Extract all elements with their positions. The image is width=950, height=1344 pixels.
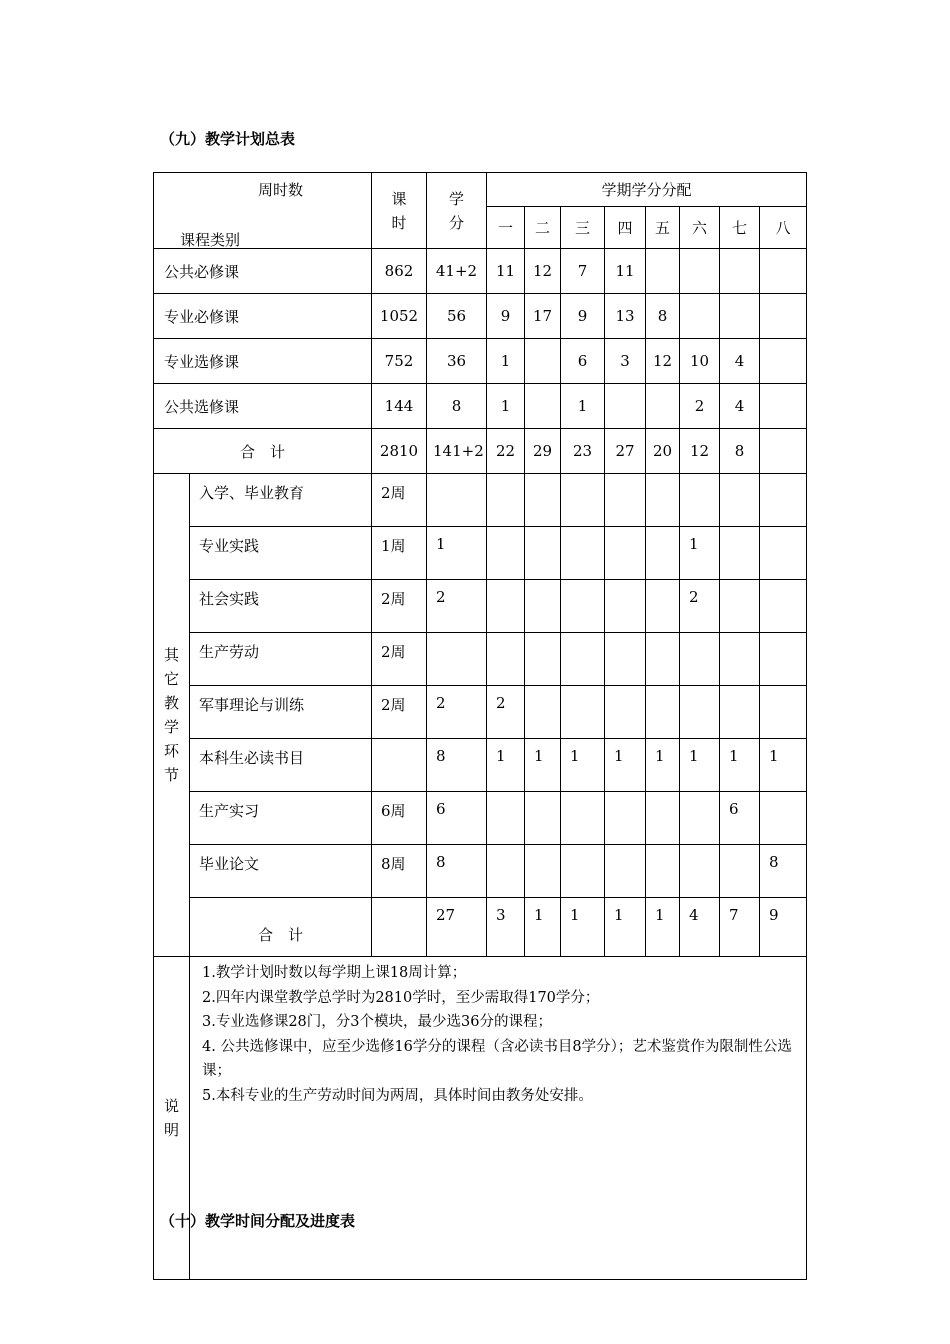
semester-credit-8 bbox=[760, 384, 807, 429]
semester-credit-8 bbox=[760, 792, 807, 845]
semester-credit-2 bbox=[525, 527, 561, 580]
credits-value: 6 bbox=[427, 792, 487, 845]
section-heading-time-allocation: （十）教学时间分配及进度表 bbox=[160, 1212, 356, 1230]
label-char: 环 bbox=[163, 742, 179, 760]
semester-credit-4: 27 bbox=[605, 429, 646, 474]
total-label: 合 计 bbox=[190, 898, 372, 957]
other-row bbox=[154, 739, 807, 792]
semester-credit-4 bbox=[605, 384, 646, 429]
note-item: 4. 公共选修课中，应至少选修16学分的课程（含必读书目8学分）；艺术鉴赏作为限制性公选课； bbox=[202, 1038, 792, 1079]
semester-credit-7: 7 bbox=[720, 898, 760, 957]
label-char: 它 bbox=[163, 670, 179, 688]
semester-credit-7: 1 bbox=[720, 739, 760, 792]
label-char: 其 bbox=[163, 646, 179, 664]
semester-credit-4 bbox=[605, 845, 646, 898]
semester-credit-6 bbox=[680, 633, 720, 686]
semester-credit-6 bbox=[680, 294, 720, 339]
semester-credit-4: 1 bbox=[605, 898, 646, 957]
course-row bbox=[154, 249, 807, 294]
weeks-value: 2周 bbox=[372, 474, 427, 527]
semester-credit-4 bbox=[605, 580, 646, 633]
semester-credit-8 bbox=[760, 686, 807, 739]
semester-credit-7 bbox=[720, 294, 760, 339]
label-char: 学 bbox=[163, 718, 179, 736]
semester-credit-6: 2 bbox=[680, 384, 720, 429]
weeks-value: 2周 bbox=[372, 686, 427, 739]
semester-credit-3 bbox=[561, 633, 605, 686]
header-char: 课 bbox=[391, 189, 407, 208]
semester-credit-1: 9 bbox=[487, 294, 525, 339]
semester-credit-1: 1 bbox=[487, 384, 525, 429]
header-semester-distribution: 学期学分分配 bbox=[487, 173, 807, 207]
header-class-hours bbox=[372, 173, 427, 249]
credits-value: 56 bbox=[427, 294, 487, 339]
semester-credit-7: 4 bbox=[720, 339, 760, 384]
semester-credit-3: 1 bbox=[561, 384, 605, 429]
other-row bbox=[154, 792, 807, 845]
semester-credit-5 bbox=[646, 845, 680, 898]
other-section-label bbox=[154, 474, 190, 957]
weeks-value: 2周 bbox=[372, 633, 427, 686]
semester-credit-2: 29 bbox=[525, 429, 561, 474]
header-char: 时 bbox=[391, 213, 407, 232]
semester-credit-3 bbox=[561, 527, 605, 580]
semester-credit-4 bbox=[605, 633, 646, 686]
class-hours-value: 144 bbox=[372, 384, 427, 429]
weeks-value: 6周 bbox=[372, 792, 427, 845]
header-char: 分 bbox=[448, 213, 464, 232]
semester-credit-2 bbox=[525, 474, 561, 527]
other-item-name: 入学、毕业教育 bbox=[190, 474, 372, 527]
note-item: 3.专业选修课28门，分3个模块，最少选36分的课程； bbox=[202, 1014, 552, 1030]
semester-credit-2 bbox=[525, 845, 561, 898]
credits-value: 8 bbox=[427, 739, 487, 792]
semester-credit-3 bbox=[561, 474, 605, 527]
semester-credit-2 bbox=[525, 633, 561, 686]
semester-credit-4 bbox=[605, 792, 646, 845]
section-heading-plan-summary: （九）教学计划总表 bbox=[160, 130, 296, 148]
semester-credit-3: 23 bbox=[561, 429, 605, 474]
other-row bbox=[154, 633, 807, 686]
other-item-name: 社会实践 bbox=[190, 580, 372, 633]
semester-credit-2 bbox=[525, 686, 561, 739]
semester-credit-6: 1 bbox=[680, 739, 720, 792]
semester-credit-1: 1 bbox=[487, 739, 525, 792]
header-hours-per-week: 周时数 bbox=[258, 181, 304, 199]
semester-credit-4 bbox=[605, 527, 646, 580]
credits-value: 27 bbox=[427, 898, 487, 957]
class-hours-value: 1052 bbox=[372, 294, 427, 339]
semester-credit-5: 1 bbox=[646, 898, 680, 957]
semester-credit-2: 1 bbox=[525, 739, 561, 792]
semester-credit-6 bbox=[680, 845, 720, 898]
notes-label bbox=[154, 957, 190, 1280]
semester-credit-8 bbox=[760, 474, 807, 527]
course-row bbox=[154, 294, 807, 339]
semester-credit-5: 1 bbox=[646, 739, 680, 792]
semester-credit-2 bbox=[525, 580, 561, 633]
semester-credit-7: 4 bbox=[720, 384, 760, 429]
other-item-name: 生产劳动 bbox=[190, 633, 372, 686]
other-row bbox=[154, 527, 807, 580]
semester-credit-3 bbox=[561, 792, 605, 845]
semester-credit-6 bbox=[680, 474, 720, 527]
semester-credit-8: 9 bbox=[760, 898, 807, 957]
semester-credit-1 bbox=[487, 527, 525, 580]
semester-credit-5 bbox=[646, 474, 680, 527]
semester-credit-8 bbox=[760, 339, 807, 384]
semester-credit-1: 3 bbox=[487, 898, 525, 957]
course-category-name: 专业选修课 bbox=[154, 339, 372, 384]
weeks-value: 2周 bbox=[372, 580, 427, 633]
semester-credit-8 bbox=[760, 249, 807, 294]
credits-value: 141+2 bbox=[427, 429, 487, 474]
semester-header-5: 五 bbox=[646, 207, 680, 249]
semester-credit-3: 1 bbox=[561, 739, 605, 792]
class-hours-value: 862 bbox=[372, 249, 427, 294]
other-item-name: 专业实践 bbox=[190, 527, 372, 580]
semester-credit-8 bbox=[760, 429, 807, 474]
semester-credit-4: 11 bbox=[605, 249, 646, 294]
semester-credit-7 bbox=[720, 527, 760, 580]
semester-credit-3 bbox=[561, 686, 605, 739]
teaching-plan-table bbox=[153, 172, 807, 1280]
course-category-name: 公共选修课 bbox=[154, 384, 372, 429]
semester-credit-8: 1 bbox=[760, 739, 807, 792]
semester-credit-6 bbox=[680, 686, 720, 739]
semester-credit-8 bbox=[760, 580, 807, 633]
semester-credit-1 bbox=[487, 792, 525, 845]
semester-credit-5: 12 bbox=[646, 339, 680, 384]
semester-credit-7 bbox=[720, 686, 760, 739]
other-row bbox=[154, 474, 807, 527]
semester-credit-8 bbox=[760, 527, 807, 580]
class-hours-value: 752 bbox=[372, 339, 427, 384]
semester-credit-4 bbox=[605, 686, 646, 739]
course-category-name: 专业必修课 bbox=[154, 294, 372, 339]
semester-credit-4: 1 bbox=[605, 739, 646, 792]
semester-credit-5 bbox=[646, 527, 680, 580]
course-row bbox=[154, 339, 807, 384]
other-item-name: 毕业论文 bbox=[190, 845, 372, 898]
semester-credit-5: 20 bbox=[646, 429, 680, 474]
semester-credit-6: 2 bbox=[680, 580, 720, 633]
notes-row bbox=[154, 957, 807, 1280]
other-row bbox=[154, 580, 807, 633]
semester-credit-8: 8 bbox=[760, 845, 807, 898]
semester-credit-8 bbox=[760, 633, 807, 686]
credits-value bbox=[427, 474, 487, 527]
weeks-value bbox=[372, 739, 427, 792]
semester-credit-5 bbox=[646, 249, 680, 294]
semester-credit-7 bbox=[720, 249, 760, 294]
course-row bbox=[154, 384, 807, 429]
semester-credit-1: 2 bbox=[487, 686, 525, 739]
semester-credit-3 bbox=[561, 580, 605, 633]
semester-credit-5 bbox=[646, 384, 680, 429]
header-diagonal-cell bbox=[154, 173, 372, 249]
weeks-value: 8周 bbox=[372, 845, 427, 898]
label-char: 说 bbox=[163, 1097, 179, 1115]
other-item-name: 本科生必读书目 bbox=[190, 739, 372, 792]
semester-header-6: 六 bbox=[680, 207, 720, 249]
semester-credit-3: 9 bbox=[561, 294, 605, 339]
note-item: 5.本科专业的生产劳动时间为两周，具体时间由教务处安排。 bbox=[202, 1087, 593, 1104]
semester-credit-1 bbox=[487, 580, 525, 633]
semester-credit-1: 22 bbox=[487, 429, 525, 474]
course-total-row bbox=[154, 429, 807, 474]
semester-header-2: 二 bbox=[525, 207, 561, 249]
semester-credit-5 bbox=[646, 792, 680, 845]
credits-value: 8 bbox=[427, 384, 487, 429]
semester-credit-2: 1 bbox=[525, 898, 561, 957]
semester-header-3: 三 bbox=[561, 207, 605, 249]
credits-value: 2 bbox=[427, 580, 487, 633]
semester-credit-1 bbox=[487, 633, 525, 686]
credits-value: 2 bbox=[427, 686, 487, 739]
semester-credit-6: 10 bbox=[680, 339, 720, 384]
other-row bbox=[154, 686, 807, 739]
notes-content bbox=[190, 957, 807, 1280]
semester-credit-6: 12 bbox=[680, 429, 720, 474]
semester-credit-3: 7 bbox=[561, 249, 605, 294]
header-credits bbox=[427, 173, 487, 249]
semester-credit-2: 17 bbox=[525, 294, 561, 339]
label-char: 教 bbox=[163, 694, 179, 712]
weeks-value bbox=[372, 898, 427, 957]
semester-header-7: 七 bbox=[720, 207, 760, 249]
semester-credit-5 bbox=[646, 686, 680, 739]
credits-value: 1 bbox=[427, 527, 487, 580]
semester-credit-1: 1 bbox=[487, 339, 525, 384]
credits-value: 36 bbox=[427, 339, 487, 384]
semester-credit-4 bbox=[605, 474, 646, 527]
semester-credit-6: 1 bbox=[680, 527, 720, 580]
semester-header-8: 八 bbox=[760, 207, 807, 249]
other-row bbox=[154, 845, 807, 898]
header-char: 学 bbox=[448, 189, 464, 208]
semester-credit-1: 11 bbox=[487, 249, 525, 294]
semester-header-4: 四 bbox=[605, 207, 646, 249]
semester-credit-4: 3 bbox=[605, 339, 646, 384]
total-label: 合 计 bbox=[154, 429, 372, 474]
semester-credit-3: 1 bbox=[561, 898, 605, 957]
note-item: 2.四年内课堂教学总学时为2810学时，至少需取得170学分； bbox=[202, 989, 600, 1006]
semester-credit-5 bbox=[646, 633, 680, 686]
note-item: 1.教学计划时数以每学期上课18周计算； bbox=[202, 965, 467, 981]
class-hours-value: 2810 bbox=[372, 429, 427, 474]
semester-credit-2 bbox=[525, 339, 561, 384]
semester-credit-2 bbox=[525, 792, 561, 845]
semester-credit-3 bbox=[561, 845, 605, 898]
semester-credit-2 bbox=[525, 384, 561, 429]
semester-credit-3: 6 bbox=[561, 339, 605, 384]
semester-credit-7 bbox=[720, 474, 760, 527]
semester-credit-5: 8 bbox=[646, 294, 680, 339]
other-total-row bbox=[154, 898, 807, 957]
semester-credit-7: 6 bbox=[720, 792, 760, 845]
label-char: 明 bbox=[163, 1121, 179, 1139]
credits-value: 41+2 bbox=[427, 249, 487, 294]
semester-credit-7 bbox=[720, 580, 760, 633]
header-course-category: 课程类别 bbox=[180, 231, 241, 249]
semester-credit-6 bbox=[680, 249, 720, 294]
semester-header-1: 一 bbox=[487, 207, 525, 249]
semester-credit-4: 13 bbox=[605, 294, 646, 339]
semester-credit-8 bbox=[760, 294, 807, 339]
semester-credit-7 bbox=[720, 845, 760, 898]
semester-credit-2: 12 bbox=[525, 249, 561, 294]
other-item-name: 生产实习 bbox=[190, 792, 372, 845]
semester-credit-7: 8 bbox=[720, 429, 760, 474]
weeks-value: 1周 bbox=[372, 527, 427, 580]
semester-credit-7 bbox=[720, 633, 760, 686]
semester-credit-6: 4 bbox=[680, 898, 720, 957]
course-category-name: 公共必修课 bbox=[154, 249, 372, 294]
other-item-name: 军事理论与训练 bbox=[190, 686, 372, 739]
semester-credit-6 bbox=[680, 792, 720, 845]
credits-value: 8 bbox=[427, 845, 487, 898]
label-char: 节 bbox=[163, 766, 179, 784]
semester-credit-1 bbox=[487, 474, 525, 527]
semester-credit-5 bbox=[646, 580, 680, 633]
semester-credit-1 bbox=[487, 845, 525, 898]
credits-value bbox=[427, 633, 487, 686]
